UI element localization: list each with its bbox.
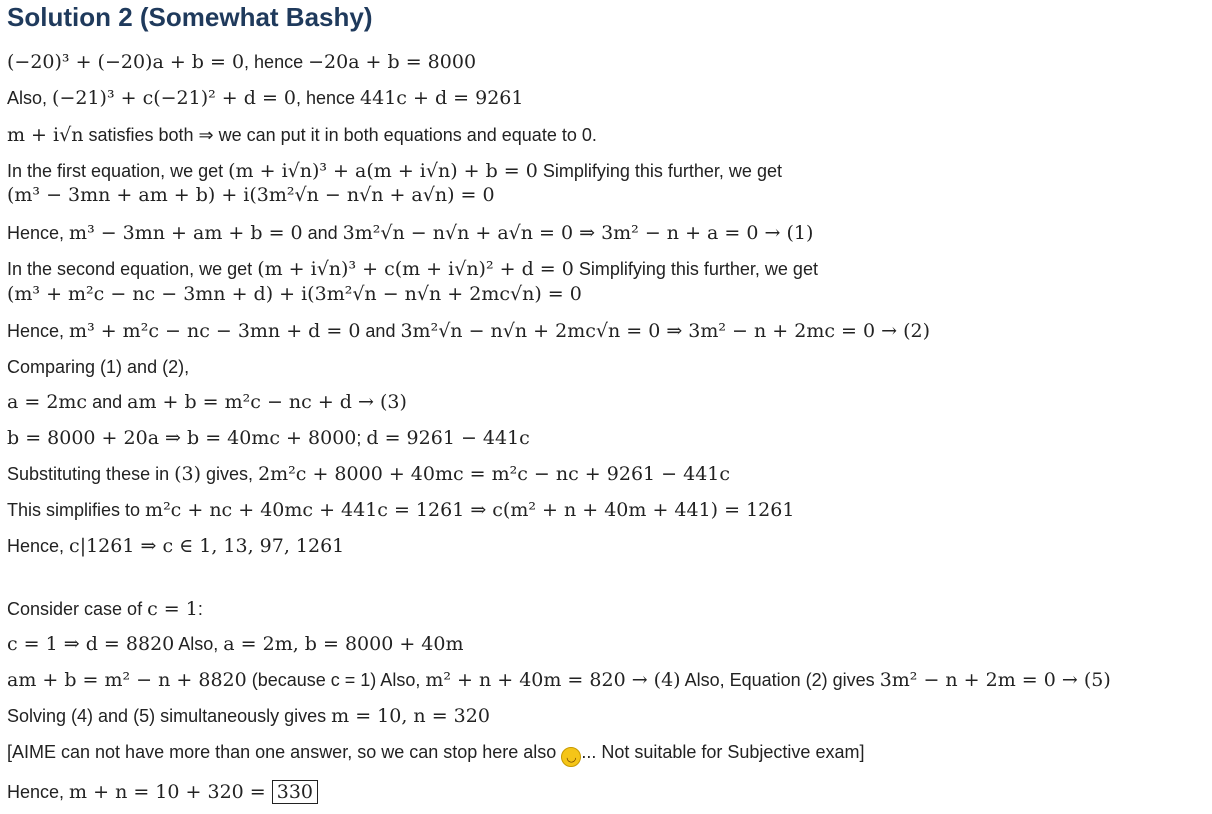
text-run: [AIME can not have more than one answer, so we can stop here also xyxy=(7,742,562,762)
math-expression: m²c + nc + 40mc + 441c = 1261 ⇒ c(m² + n + 40m + 441) = 1261 xyxy=(145,499,795,521)
text-run: Hence, xyxy=(7,321,70,341)
boxed-answer: 330 xyxy=(272,780,318,804)
math-expression: c|1261 ⇒ c ∈ 1, 13, 97, 1261 xyxy=(69,535,345,557)
math-expression: 2m²c + 8000 + 40mc = m²c − nc + 9261 − 441c xyxy=(258,463,731,485)
text-run: Substituting these in xyxy=(7,464,175,484)
math-expression: am + b = m²c − nc + d → (3) xyxy=(127,391,407,413)
text-run: Simplifying this further, we get xyxy=(573,259,818,279)
math-expression: d = 9261 − 441c xyxy=(366,427,530,449)
math-expression: 3m²√n − n√n + a√n = 0 ⇒ 3m² − n + a = 0 → (1) xyxy=(342,222,814,244)
math-expression: m³ − 3mn + am + b = 0 xyxy=(69,222,303,244)
text-run: Also, xyxy=(174,634,224,654)
solution-line xyxy=(7,463,730,485)
solution-line xyxy=(7,51,476,73)
math-expression: 3m² − n + 2m = 0 → (5) xyxy=(879,669,1111,691)
solution-line xyxy=(7,320,930,342)
math-expression: (m + i√n)³ + c(m + i√n)² + d = 0 xyxy=(257,258,574,280)
math-expression: a = 2m, b = 8000 + 40m xyxy=(223,633,464,655)
text-run: In the first equation, we get xyxy=(7,161,229,181)
text-run: Hence, xyxy=(7,536,70,556)
math-expression: (3) xyxy=(174,463,202,485)
text-run: , hence xyxy=(244,52,309,72)
solution-line xyxy=(7,160,782,182)
math-expression: am + b = m² − n + 8820 xyxy=(7,669,247,691)
text-run: and xyxy=(87,392,128,412)
math-expression: m = 10, n = 320 xyxy=(331,705,490,727)
text-run: Also, Equation (2) gives xyxy=(680,670,880,690)
math-expression: (m³ + m²c − nc − 3mn + d) + i(3m²√n − n√n + 2mc√n) = 0 xyxy=(7,283,582,305)
solution-line xyxy=(7,535,344,557)
solution-line xyxy=(7,741,864,767)
text-run: Also, xyxy=(7,88,53,108)
math-expression: (−21)³ + c(−21)² + d = 0 xyxy=(52,87,296,109)
solution-line xyxy=(7,258,818,280)
solution-line xyxy=(7,598,203,620)
text-run: Solving (4) and (5) simultaneously gives xyxy=(7,706,332,726)
text-run: satisfies both ⇒ we can put it in both equations and equate to 0. xyxy=(83,125,597,145)
solution-line xyxy=(7,124,597,146)
math-expression: a = 2mc xyxy=(7,391,88,413)
text-run: ; xyxy=(356,428,367,448)
text-run: In the second equation, we get xyxy=(7,259,258,279)
text-run: Simplifying this further, we get xyxy=(537,161,782,181)
solution-line xyxy=(7,427,530,449)
math-expression: b = 8000 + 20a ⇒ b = 40mc + 8000 xyxy=(7,427,357,449)
math-expression: m² + n + 40m = 820 → (4) xyxy=(425,669,681,691)
math-expression: (m + i√n)³ + a(m + i√n) + b = 0 xyxy=(228,160,538,182)
text-run: Hence, xyxy=(7,782,70,802)
text-run: : xyxy=(197,599,203,619)
solution-line xyxy=(7,356,189,378)
text-run: ... Not suitable for Subjective exam] xyxy=(581,742,865,762)
text-run: gives, xyxy=(201,464,259,484)
math-expression: 441c + d = 9261 xyxy=(360,87,524,109)
text-run: (because c = 1) Also, xyxy=(246,670,426,690)
text-run: Consider case of xyxy=(7,599,148,619)
text-run: Comparing (1) and (2), xyxy=(7,357,190,377)
grinning-face-emoji: ◡ xyxy=(561,747,581,767)
solution-line xyxy=(7,391,407,413)
math-expression: −20a + b = 8000 xyxy=(308,51,477,73)
solution-line xyxy=(7,669,1111,691)
solution-title: Solution 2 (Somewhat Bashy) xyxy=(7,2,373,32)
solution-line xyxy=(7,781,318,803)
text-run: This simplifies to xyxy=(7,500,146,520)
math-expression: c = 1 xyxy=(147,598,198,620)
math-expression: m³ + m²c − nc − 3mn + d = 0 xyxy=(69,320,361,342)
solution-line xyxy=(7,705,490,727)
math-expression: (−20)³ + (−20)a + b = 0 xyxy=(7,51,245,73)
solution-line xyxy=(7,499,794,521)
text-run: and xyxy=(360,321,401,341)
text-run: , hence xyxy=(296,88,361,108)
math-expression: c = 1 ⇒ d = 8820 xyxy=(7,633,175,655)
solution-line xyxy=(7,283,582,305)
math-expression: 3m²√n − n√n + 2mc√n = 0 ⇒ 3m² − n + 2mc = 0 → (2) xyxy=(400,320,930,342)
math-expression: m + n = 10 + 320 = xyxy=(69,781,272,803)
solution-line xyxy=(7,87,523,109)
solution-line xyxy=(7,222,813,244)
solution-line xyxy=(7,633,464,655)
math-expression: (m³ − 3mn + am + b) + i(3m²√n − n√n + a√n) = 0 xyxy=(7,184,495,206)
math-expression: m + i√n xyxy=(7,124,84,146)
text-run: Hence, xyxy=(7,223,70,243)
solution-line xyxy=(7,184,495,206)
text-run: and xyxy=(302,223,343,243)
